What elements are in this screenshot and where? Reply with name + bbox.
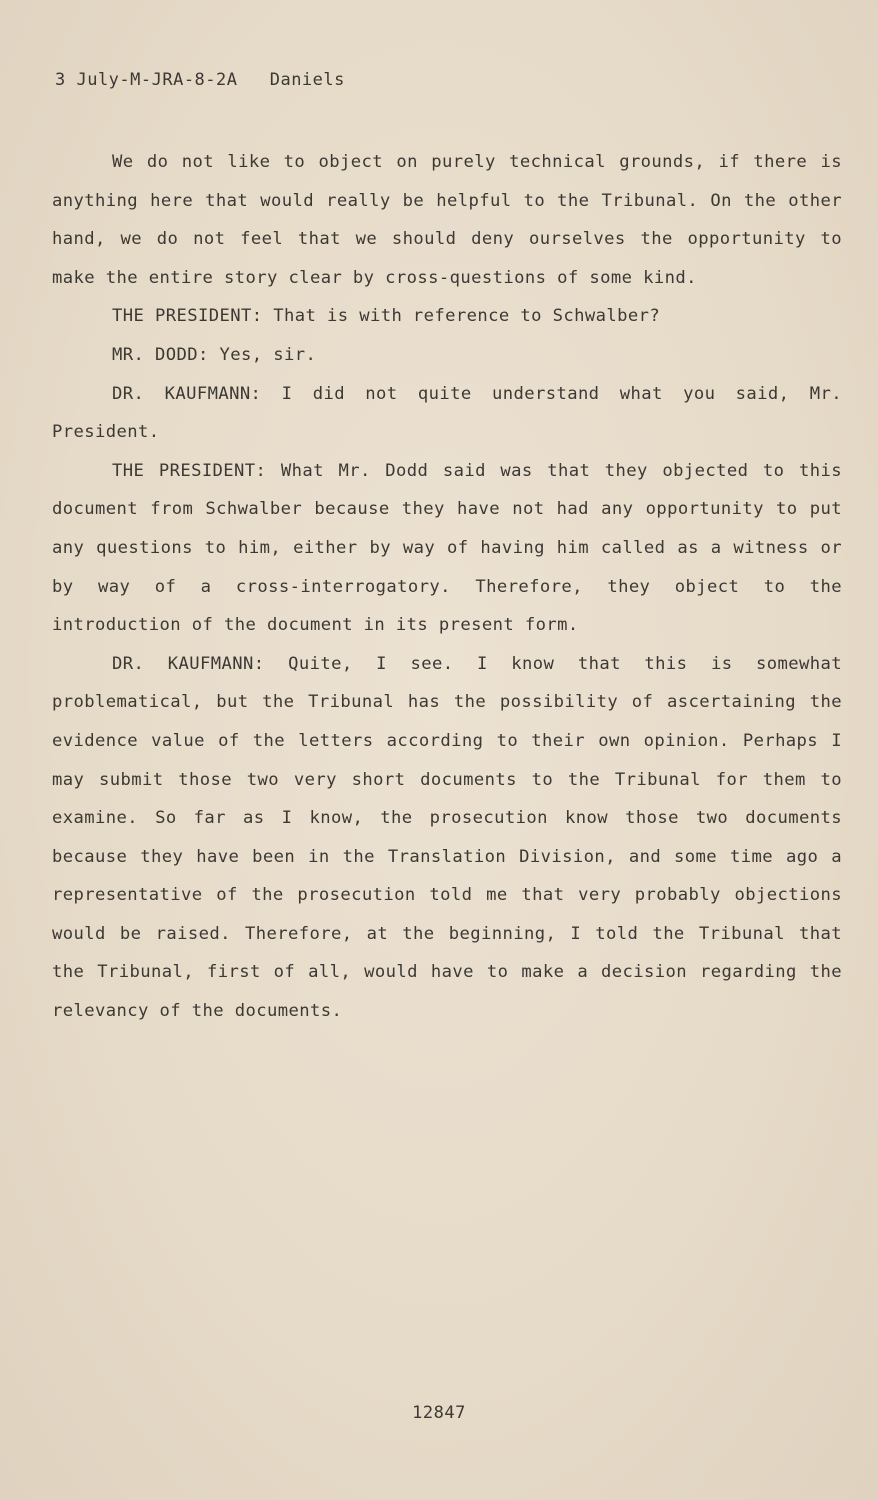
paragraph-kaufmann-query: DR. KAUFMANN: I did not quite understand what you said, Mr. President. [52, 383, 842, 443]
page-header [55, 70, 345, 90]
paragraph-dodd-objection: We do not like to object on purely technical grounds, if there is anything here that would really be helpful to the Tribunal. On the other hand, we do not feel that we should deny ourselves the opportunity to make the entire story clear by cross-questions of some kind. [52, 152, 842, 288]
page-number: 12847 [412, 1403, 466, 1423]
header-name: Daniels [269, 70, 345, 90]
header-reference: 3 July-M-JRA-8-2A [55, 70, 238, 90]
paragraph-kaufmann-response: DR. KAUFMANN: Quite, I see. I know that this is somewhat problematical, but the Tribunal has the possibility of ascertaining the evidence value of the letters according to their own opinion. Perhaps I may submit those two very short documents to the Tribunal for them to examine. So far as I know, the prosecution know those two documents because they have been in the Translation Division, and some time ago a representative of the prosecution told me that very probably objections would be raised. Therefore, at the beginning, I told the Tribunal that the Tribunal, first of all, would have to make a decision regarding the relevancy of the documents. [52, 653, 842, 1022]
transcript-body [52, 143, 842, 1031]
paragraph-dodd-reply: MR. DODD: Yes, sir. [112, 344, 317, 365]
paragraph-president-explanation: THE PRESIDENT: What Mr. Dodd said was that they objected to this document from Schwalber because they have not had any opportunity to put any questions to him, either by way of having him called as a witness or by way of a cross-interrogatory. Therefore, they object to the introduction of the document in its present form. [52, 460, 842, 636]
paragraph-president-question: THE PRESIDENT: That is with reference to Schwalber? [112, 306, 661, 327]
